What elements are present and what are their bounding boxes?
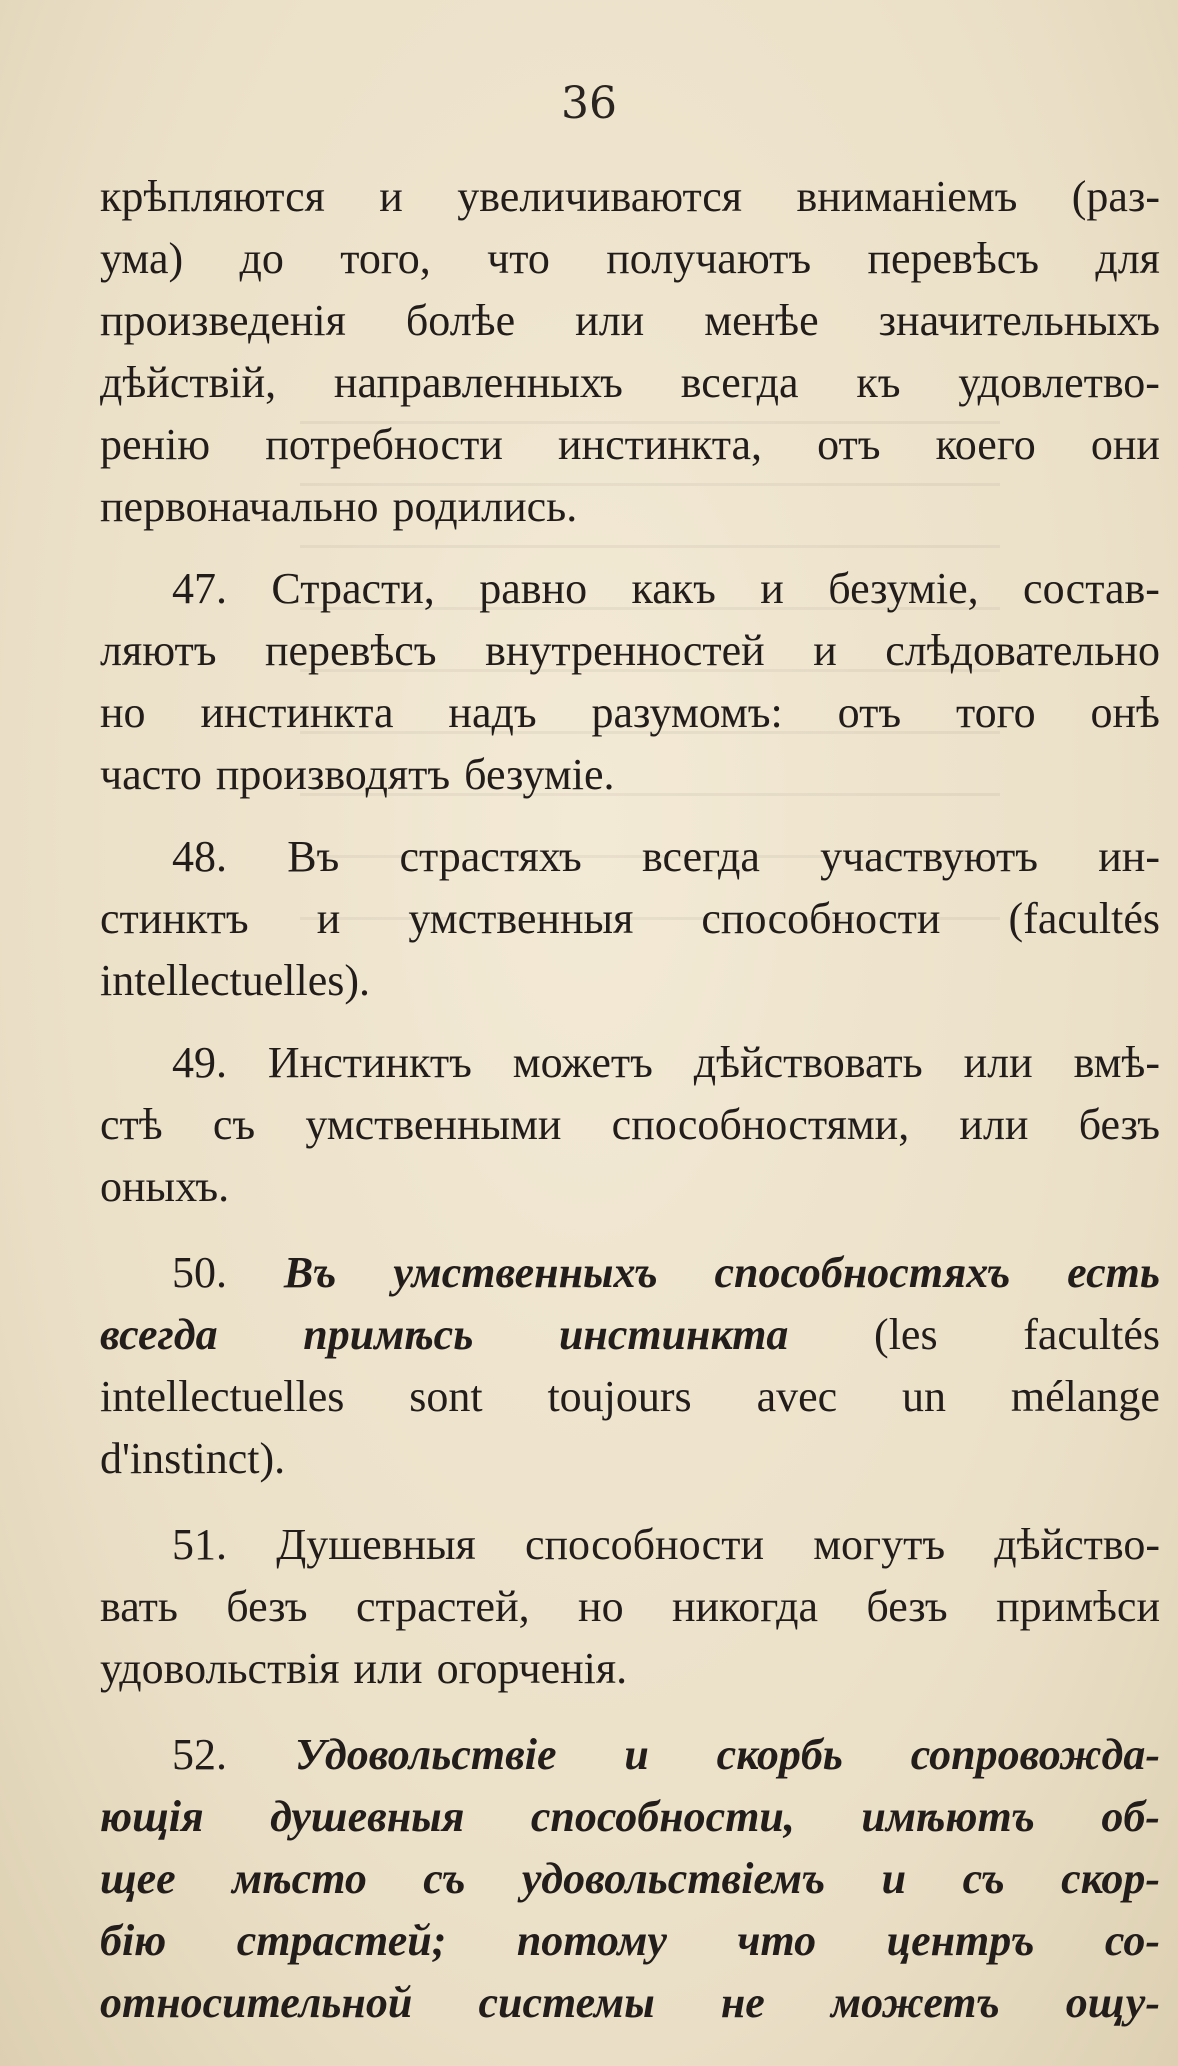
word: скор-	[1061, 1854, 1160, 1903]
word: равно	[479, 564, 588, 613]
text-line	[100, 1514, 1160, 1576]
word: Въ	[283, 1248, 337, 1297]
text-line	[100, 1972, 1160, 2034]
word: огорченія.	[436, 1644, 628, 1693]
word: способности,	[530, 1792, 795, 1841]
word: произведенія	[100, 296, 346, 345]
word: страстяхъ	[399, 832, 582, 881]
word: часто	[100, 750, 202, 799]
word: отъ	[817, 420, 881, 469]
word: бію	[100, 1916, 167, 1965]
word: со-	[1104, 1916, 1160, 1965]
word: инстинкта	[200, 688, 394, 737]
word: разумомъ:	[591, 688, 783, 737]
word: коего	[935, 420, 1036, 469]
word: есть	[1067, 1248, 1160, 1297]
word: 51.	[172, 1520, 227, 1569]
word: крѣпляются	[100, 172, 325, 221]
text-line	[100, 1366, 1160, 1428]
word: 48.	[172, 832, 227, 881]
word: не	[720, 1978, 765, 2027]
word: системы	[478, 1978, 655, 2027]
word: 52.	[172, 1730, 227, 1779]
word: мѣсто	[232, 1854, 367, 1903]
word: отъ	[837, 688, 902, 737]
word: 50.	[172, 1248, 227, 1297]
word: и	[379, 172, 403, 221]
word: безуміе,	[828, 564, 979, 613]
word: стинктъ	[100, 894, 249, 943]
word: Въ	[287, 832, 340, 881]
word: внутренностей	[485, 626, 765, 675]
word: удовлетво-	[958, 358, 1160, 407]
word: что	[487, 234, 550, 283]
paragraph-gap	[100, 1490, 1160, 1514]
word: примѣсь	[303, 1310, 474, 1359]
word: потому	[516, 1916, 667, 1965]
word: безъ	[866, 1582, 948, 1631]
text-line	[100, 950, 1160, 1012]
word: и	[813, 626, 837, 675]
word: страстей;	[236, 1916, 447, 1965]
word: всегда	[642, 832, 760, 881]
word: (раз-	[1071, 172, 1160, 221]
word: avec	[756, 1372, 838, 1421]
word: направленныхъ	[333, 358, 623, 407]
text-line	[100, 1786, 1160, 1848]
word: съ	[962, 1854, 1005, 1903]
word: умственныхъ	[393, 1248, 658, 1297]
word: удовольствіемъ	[521, 1854, 826, 1903]
word: (les	[874, 1310, 938, 1359]
word: имѣютъ	[861, 1792, 1035, 1841]
text-line	[100, 166, 1160, 228]
word: перевѣсъ	[867, 234, 1039, 283]
word: об-	[1101, 1792, 1160, 1841]
word: вмѣ-	[1073, 1038, 1160, 1087]
text-line	[100, 1638, 1160, 1700]
text-line	[100, 352, 1160, 414]
word: центръ	[886, 1916, 1035, 1965]
word: удовольствія	[100, 1644, 340, 1693]
text-line	[100, 290, 1160, 352]
word: или	[575, 296, 645, 345]
word: но	[100, 688, 146, 737]
word: щее	[100, 1854, 176, 1903]
word: никогда	[672, 1582, 819, 1631]
word: до	[239, 234, 284, 283]
word: инстинкта,	[557, 420, 763, 469]
word: примѣси	[996, 1582, 1160, 1631]
word: къ	[856, 358, 901, 407]
word: или	[963, 1038, 1033, 1087]
word: 47.	[172, 564, 227, 613]
word: ин-	[1098, 832, 1160, 881]
text-line	[100, 682, 1160, 744]
word: для	[1095, 234, 1160, 283]
word: Душевныя	[276, 1520, 476, 1569]
text-line	[100, 888, 1160, 950]
word: умственными	[305, 1100, 562, 1149]
word: вать	[100, 1582, 178, 1631]
paragraph-gap	[100, 1218, 1160, 1242]
word: и	[624, 1730, 649, 1779]
paragraph-gap	[100, 538, 1160, 558]
word: перевѣсъ	[264, 626, 437, 675]
word: intellectuelles).	[100, 956, 370, 1005]
word: безъ	[1078, 1100, 1160, 1149]
text-line	[100, 620, 1160, 682]
word: надъ	[448, 688, 537, 737]
word: родились.	[392, 482, 578, 531]
text-line	[100, 558, 1160, 620]
word: дѣйствій,	[100, 358, 277, 407]
word: способностяхъ	[714, 1248, 1011, 1297]
word: того	[955, 688, 1036, 737]
word: toujours	[547, 1372, 692, 1421]
word: съ	[212, 1100, 256, 1149]
word: и	[316, 894, 341, 943]
text-line	[100, 228, 1160, 290]
word: значительныхъ	[878, 296, 1160, 345]
word: или	[353, 1644, 423, 1693]
text-line	[100, 1910, 1160, 1972]
word: или	[959, 1100, 1029, 1149]
word: съ	[423, 1854, 466, 1903]
text-line	[100, 826, 1160, 888]
word: первоначально	[100, 482, 379, 531]
word: участвуютъ	[820, 832, 1039, 881]
word: Удовольствіе	[294, 1730, 557, 1779]
paragraph-gap	[100, 806, 1160, 826]
word: и	[881, 1854, 907, 1903]
text-line	[100, 1094, 1160, 1156]
word: способности	[701, 894, 941, 943]
word: способностями,	[611, 1100, 910, 1149]
word: какъ	[631, 564, 716, 613]
word: можетъ	[512, 1038, 653, 1087]
word: ляютъ	[100, 626, 217, 675]
word: Страсти,	[271, 564, 435, 613]
paragraph-gap	[100, 1012, 1160, 1032]
word: они	[1090, 420, 1160, 469]
word: ощу-	[1065, 1978, 1160, 2027]
word: умственныя	[408, 894, 634, 943]
paragraph-gap	[100, 1700, 1160, 1724]
word: всегда	[680, 358, 799, 407]
word: ющія	[100, 1792, 204, 1841]
word: получаютъ	[606, 234, 812, 283]
word: Инстинктъ	[267, 1038, 472, 1087]
word: слѣдовательно	[885, 626, 1160, 675]
word: mélange	[1010, 1372, 1160, 1421]
word: un	[902, 1372, 947, 1421]
body-text	[100, 166, 1160, 2034]
word: болѣе	[405, 296, 516, 345]
text-line	[100, 1304, 1160, 1366]
word: скорбь	[716, 1730, 843, 1779]
word: дѣйствовать	[693, 1038, 923, 1087]
word: способности	[524, 1520, 764, 1569]
word: безъ	[226, 1582, 308, 1631]
word: производятъ	[215, 750, 451, 799]
text-line	[100, 476, 1160, 538]
word: что	[737, 1916, 817, 1965]
text-line	[100, 1242, 1160, 1304]
word: могутъ	[813, 1520, 946, 1569]
word: безуміе.	[464, 750, 615, 799]
word: и	[760, 564, 784, 613]
word: ума)	[100, 234, 184, 283]
word: sont	[409, 1372, 483, 1421]
word: всегда	[100, 1310, 218, 1359]
word: можетъ	[830, 1978, 1000, 2027]
word: 49.	[172, 1038, 227, 1087]
text-line	[100, 1724, 1160, 1786]
word: но	[578, 1582, 624, 1631]
word: инстинкта	[558, 1310, 789, 1359]
word: потребности	[265, 420, 503, 469]
text-line	[100, 1032, 1160, 1094]
text-line	[100, 1576, 1160, 1638]
page-number: 36	[561, 78, 617, 129]
word: онѣ	[1090, 688, 1160, 737]
word: facultés	[1023, 1310, 1160, 1359]
word: оныхъ.	[100, 1162, 230, 1211]
word: вниманіемъ	[796, 172, 1018, 221]
word: intellectuelles	[100, 1372, 345, 1421]
word: относительной	[100, 1978, 413, 2027]
text-line	[100, 1156, 1160, 1218]
word: страстей,	[355, 1582, 530, 1631]
word: стѣ	[100, 1100, 163, 1149]
word: менѣе	[704, 296, 819, 345]
text-line	[100, 414, 1160, 476]
word: дѣйство-	[994, 1520, 1160, 1569]
word: душевныя	[270, 1792, 465, 1841]
word: сопровожда-	[910, 1730, 1160, 1779]
text-line	[100, 744, 1160, 806]
word: (facultés	[1008, 894, 1160, 943]
word: увеличиваются	[457, 172, 743, 221]
word: состав-	[1023, 564, 1160, 613]
word: ренію	[100, 420, 211, 469]
word: того,	[340, 234, 431, 283]
word: d'instinct).	[100, 1434, 286, 1483]
text-line	[100, 1848, 1160, 1910]
text-line	[100, 1428, 1160, 1490]
